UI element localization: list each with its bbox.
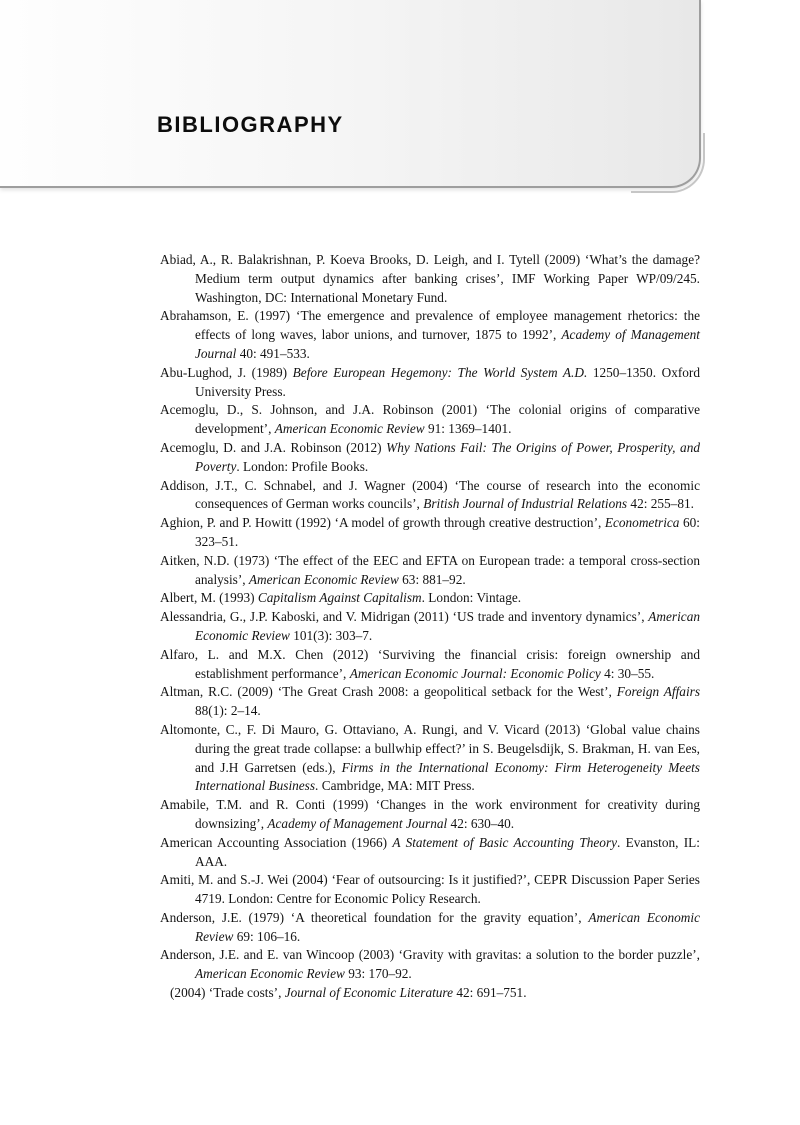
entry-text-segment: Amabile, T.M. and R. Conti (1999) ‘Changes in the work environment for creativity during downsizing’,: [160, 797, 700, 831]
entry-italic-segment: American Economic Review: [274, 421, 425, 437]
entry-italic-segment: American Economic Review: [195, 909, 701, 944]
entry-text-segment: Alfaro, L. and M.X. Chen (2012) ‘Surviving the financial crisis: foreign ownership and establishment performance’,: [160, 646, 700, 681]
entry-italic-segment: A Statement of Basic Accounting Theory: [392, 834, 618, 850]
entry-italic-segment: Capitalism Against Capitalism: [257, 590, 422, 606]
bibliography-list: [160, 251, 700, 1003]
bibliography-entry: [160, 477, 700, 515]
entry-text-segment: Anderson, J.E. (1979) ‘A theoretical foundation for the gravity equation’,: [160, 909, 589, 925]
entry-italic-segment: Journal of Economic Literature: [284, 985, 454, 1001]
entry-text-segment: 93: 170–92.: [344, 966, 412, 982]
entry-text-segment: 4: 30–55.: [600, 665, 655, 681]
bibliography-entry: [160, 608, 700, 646]
entry-text-segment: 42: 255–81.: [627, 496, 694, 512]
entry-text-segment: 101(3): 303–7.: [289, 627, 373, 643]
entry-text-segment: Addison, J.T., C. Schnabel, and J. Wagner (2004) ‘The course of research into the economic consequences of German works councils’,: [160, 477, 700, 512]
entry-text-segment: Aghion, P. and P. Howitt (1992) ‘A model of growth through creative destruction’,: [160, 515, 605, 531]
entry-text-segment: American Accounting Association (1966): [160, 834, 393, 850]
bibliography-entry: [160, 251, 700, 307]
entry-text-segment: Acemoglu, D., S. Johnson, and J.A. Robinson (2001) ‘The colonial origins of comparative development’,: [160, 402, 700, 437]
bibliography-entry: [160, 984, 700, 1003]
entry-text-segment: Albert, M. (1993): [160, 590, 258, 606]
entry-text-segment: Abiad, A., R. Balakrishnan, P. Koeva Brooks, D. Leigh, and I. Tytell (2009) ‘What’s the damage? Medium term output dynamics after banking crises’, IMF Working Paper WP/09/245. Washington, DC: International Monetary Fund.: [160, 252, 700, 305]
chapter-header-card: [0, 0, 701, 188]
entry-text-segment: . London: Profile Books.: [236, 458, 369, 474]
entry-text-segment: Altomonte, C., F. Di Mauro, G. Ottaviano, A. Rungi, and V. Vicard (2013) ‘Global value chains during the great trade collapse: a bullwhip effect?’ in S. Beugelsdijk, S. Brakman, H. van Ees, and J.H Garretsen (eds.),: [160, 721, 700, 775]
bibliography-entry: [160, 871, 700, 909]
page-title: BIBLIOGRAPHY: [157, 112, 344, 137]
entry-text-segment: 1250–1350. Oxford University Press.: [195, 364, 700, 399]
bibliography-entry: [160, 721, 700, 796]
bibliography-entry: [160, 514, 700, 552]
entry-italic-segment: Foreign Affairs: [616, 684, 700, 700]
entry-text-segment: Altman, R.C. (2009) ‘The Great Crash 2008: a geopolitical setback for the West’,: [160, 684, 617, 700]
entry-text-segment: Aitken, N.D. (1973) ‘The effect of the EEC and EFTA on European trade: a temporal cross-section analysis’,: [160, 552, 700, 587]
entry-italic-segment: British Journal of Industrial Relations: [423, 496, 628, 512]
entry-text-segment: 88(1): 2–14.: [195, 703, 261, 719]
bibliography-entry: [160, 796, 700, 834]
bibliography-entry: [160, 401, 700, 439]
entry-italic-segment: Academy of Management Journal: [267, 815, 448, 831]
bibliography-entry: [160, 909, 700, 947]
bibliography-entry: [160, 589, 700, 608]
entry-italic-segment: Before European Hegemony: The World System A.D.: [292, 364, 588, 380]
entry-italic-segment: American Economic Review: [195, 966, 345, 982]
entry-italic-segment: Academy of Management Journal: [195, 327, 701, 361]
entry-text-segment: 63: 881–92.: [398, 571, 466, 587]
entry-italic-segment: Econometrica: [604, 515, 680, 531]
entry-text-segment: 91: 1369–1401.: [424, 421, 512, 437]
bibliography-entry: [160, 834, 700, 872]
bibliography-entry: [160, 439, 700, 477]
entry-text-segment: Abrahamson, E. (1997) ‘The emergence and prevalence of employee management rhetorics: the effects of long waves, labor unions, and turnover, 1875 to 1992’,: [160, 308, 700, 343]
entry-text-segment: 40: 491–533.: [236, 345, 310, 361]
entry-text-segment: . Cambridge, MA: MIT Press.: [315, 778, 475, 794]
entry-italic-segment: Why Nations Fail: The Origins of Power, Prosperity, and Poverty: [195, 439, 700, 474]
bibliography-entry: [160, 946, 700, 984]
bibliography-entry: [160, 646, 700, 684]
entry-text-segment: 69: 106–16.: [233, 928, 301, 944]
entry-text-segment: (2004) ‘Trade costs’,: [170, 985, 285, 1001]
entry-italic-segment: American Economic Journal: Economic Policy: [349, 665, 601, 681]
entry-text-segment: Amiti, M. and S.-J. Wei (2004) ‘Fear of outsourcing: Is it justified?’, CEPR Discussion Paper Series 4719. London: Centre for Economic Policy Research.: [160, 872, 700, 907]
bibliography-entry: [160, 364, 700, 402]
entry-text-segment: Abu-Lughod, J. (1989): [160, 364, 293, 380]
entry-text-segment: 42: 630–40.: [447, 815, 515, 831]
bibliography-entry: [160, 307, 700, 363]
bibliography-entry: [160, 683, 700, 721]
entry-text-segment: Acemoglu, D. and J.A. Robinson (2012): [160, 439, 387, 455]
entry-text-segment: 60: 323–51.: [195, 515, 700, 549]
entry-text-segment: Alessandria, G., J.P. Kaboski, and V. Midrigan (2011) ‘US trade and inventory dynamics’,: [160, 609, 649, 625]
bibliography-entry: [160, 552, 700, 590]
entry-text-segment: 42: 691–751.: [453, 985, 527, 1001]
entry-text-segment: Anderson, J.E. and E. van Wincoop (2003) ‘Gravity with gravitas: a solution to the border puzzle’,: [160, 947, 700, 963]
entry-text-segment: . Evanston, IL: AAA.: [195, 834, 700, 869]
entry-text-segment: . London: Vintage.: [421, 590, 522, 606]
entry-italic-segment: American Economic Review: [195, 609, 700, 643]
entry-italic-segment: American Economic Review: [248, 571, 399, 587]
entry-italic-segment: Firms in the International Economy: Firm Heterogeneity Meets International Business: [195, 759, 700, 794]
